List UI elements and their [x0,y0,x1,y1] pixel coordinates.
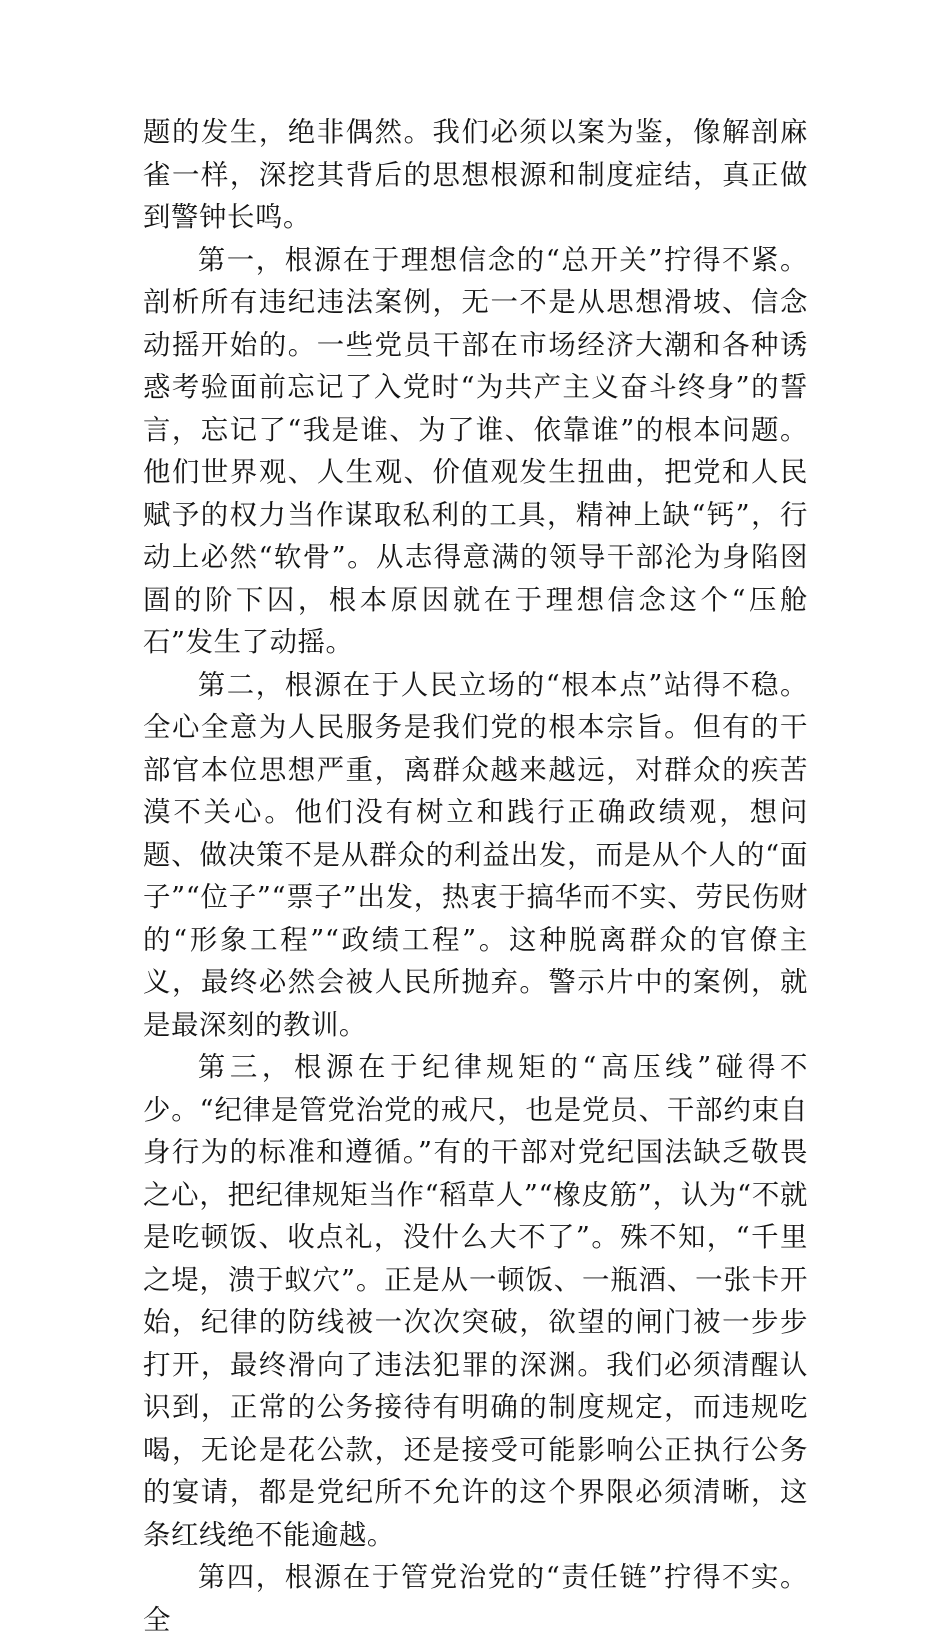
paragraph-4: 第三，根源在于纪律规矩的“高压线”碰得不少。“纪律是管党治党的戒尺，也是党员、干部约束自身行为的标准和遵循。”有的干部对党纪国法缺乏敬畏之心，把纪律规矩当作“稻草人”“橡皮筋”，认为“不就是吃顿饭、收点礼，没什么大不了”。殊不知，“千里之堤，溃于蚁穴”。正是从一顿饭、一瓶酒、一张卡开始，纪律的防线被一次次突破，欲望的闸门被一步步打开，最终滑向了违法犯罪的深渊。我们必须清醒认识到，正常的公务接待有明确的制度规定，而违规吃喝，无论是花公款，还是接受可能影响公正执行公务的宴请，都是党纪所不允许的这个界限必须清晰，这条红线绝不能逾越。 [143,1052,808,1551]
document-page [143,112,808,1642]
paragraph-1: 题的发生，绝非偶然。我们必须以案为鉴，像解剖麻雀一样，深挖其背后的思想根源和制度症结，真正做到警钟长鸣。 [143,117,808,233]
paragraph-5: 第四，根源在于管党治党的“责任链”拧得不实。全 [143,1562,808,1636]
paragraph-3: 第二，根源在于人民立场的“根本点”站得不稳。全心全意为人民服务是我们党的根本宗旨。但有的干部官本位思想严重，离群众越来越远，对群众的疾苦漠不关心。他们没有树立和践行正确政绩观，想问题、做决策不是从群众的利益出发，而是从个人的“面子”“位子”“票子”出发，热衷于搞华而不实、劳民伤财的“形象工程”“政绩工程”。这种脱离群众的官僚主义，最终必然会被人民所抛弃。警示片中的案例，就是最深刻的教训。 [143,669,808,1041]
paragraph-2: 第一，根源在于理想信念的“总开关”拧得不紧。剖析所有违纪违法案例，无一不是从思想滑坡、信念动摇开始的。一些党员干部在市场经济大潮和各种诱惑考验面前忘记了入党时“为共产主义奋斗终身”的誓言，忘记了“我是谁、为了谁、依靠谁”的根本问题。他们世界观、人生观、价值观发生扭曲，把党和人民赋予的权力当作谋取私利的工具，精神上缺“钙”，行动上必然“软骨”。从志得意满的领导干部沦为身陷囹圄的阶下囚，根本原因就在于理想信念这个“压舱石”发生了动摇。 [143,244,808,658]
